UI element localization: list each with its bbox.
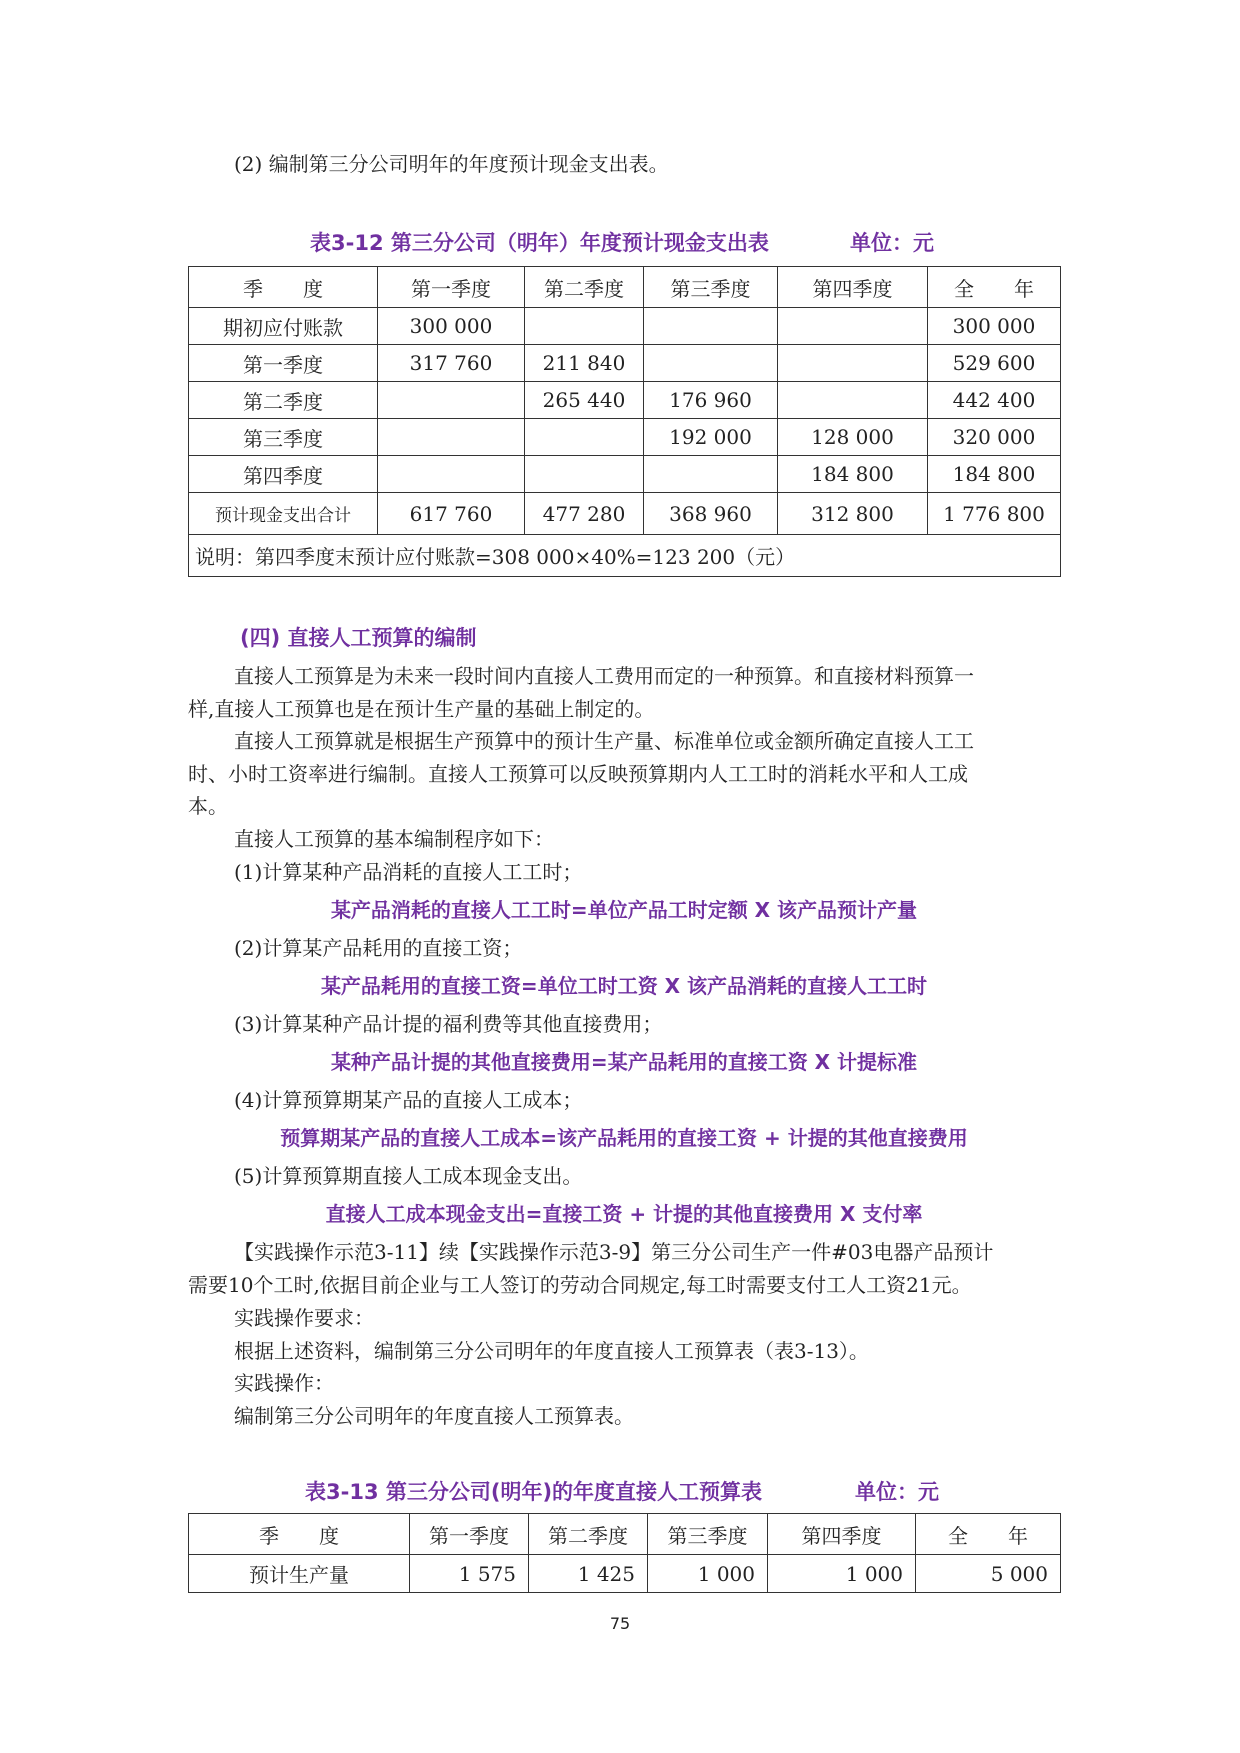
table-row	[189, 345, 1061, 382]
value-cell: 128 000	[778, 419, 928, 456]
value-cell: 300 000	[378, 308, 525, 345]
direct-labor-table	[188, 1513, 1061, 1593]
value-cell: 300 000	[928, 308, 1061, 345]
header-cell: 季 度	[189, 1514, 410, 1555]
value-cell: 265 440	[525, 382, 644, 419]
value-cell	[778, 308, 928, 345]
value-cell	[778, 345, 928, 382]
value-cell: 211 840	[525, 345, 644, 382]
paragraph-line: (1)计算某种产品消耗的直接人工工时；	[234, 860, 583, 884]
paragraph-line: (2)计算某产品耗用的直接工资；	[234, 936, 523, 960]
paragraph-line: 编制第三分公司明年的年度直接人工预算表。	[234, 1404, 634, 1428]
row-label-cell: 第三季度	[189, 419, 378, 456]
value-cell	[525, 308, 644, 345]
row-label-cell: 第一季度	[189, 345, 378, 382]
value-cell	[378, 382, 525, 419]
value-cell: 5 000	[916, 1555, 1061, 1593]
value-cell	[644, 345, 778, 382]
formula-text: 直接人工成本现金支出=直接工资 + 计提的其他直接费用 X 支付率	[325, 1202, 923, 1226]
paragraph-line: (4)计算预算期某产品的直接人工成本；	[234, 1088, 583, 1112]
header-cell: 第四季度	[768, 1514, 916, 1555]
value-cell: 176 960	[644, 382, 778, 419]
cash-expenditure-table	[188, 266, 1061, 577]
value-cell: 477 280	[525, 493, 644, 535]
header-cell: 全 年	[928, 267, 1061, 308]
table1-title: 表3-12 第三分公司（明年）年度预计现金支出表	[310, 231, 769, 255]
value-cell	[378, 419, 525, 456]
row-label-cell: 第四季度	[189, 456, 378, 493]
table2-title: 表3-13 第三分公司(明年)的年度直接人工预算表	[305, 1480, 763, 1504]
paragraph-line: (5)计算预算期直接人工成本现金支出。	[234, 1164, 583, 1188]
paragraph-line: 直接人工预算的基本编制程序如下：	[234, 827, 554, 851]
table-row	[189, 419, 1061, 456]
value-cell: 317 760	[378, 345, 525, 382]
header-cell: 第四季度	[778, 267, 928, 308]
paragraph-line: (3)计算某种产品计提的福利费等其他直接费用；	[234, 1012, 663, 1036]
section-heading: (四) 直接人工预算的编制	[240, 626, 477, 650]
header-cell: 第三季度	[644, 267, 778, 308]
paragraph-line: 【实践操作示范3-11】续【实践操作示范3-9】第三分公司生产一件#03电器产品预计	[234, 1240, 994, 1264]
row-label-cell: 预计生产量	[189, 1555, 410, 1593]
table-row	[189, 493, 1061, 535]
intro-text: (2) 编制第三分公司明年的年度预计现金支出表。	[234, 152, 669, 176]
value-cell	[525, 456, 644, 493]
formula-text: 某产品耗用的直接工资=单位工时工资 X 该产品消耗的直接人工工时	[320, 974, 928, 998]
value-cell	[778, 382, 928, 419]
row-label-cell: 期初应付账款	[189, 308, 378, 345]
table-row	[189, 308, 1061, 345]
value-cell: 1 575	[410, 1555, 529, 1593]
header-cell: 第一季度	[378, 267, 525, 308]
value-cell	[644, 308, 778, 345]
value-cell	[378, 456, 525, 493]
value-cell: 617 760	[378, 493, 525, 535]
formula-text: 预算期某产品的直接人工成本=该产品耗用的直接工资 + 计提的其他直接费用	[280, 1126, 968, 1150]
value-cell: 184 800	[778, 456, 928, 493]
value-cell: 368 960	[644, 493, 778, 535]
value-cell	[644, 456, 778, 493]
table-header-row	[189, 1514, 1061, 1555]
paragraph-line: 样,直接人工预算也是在预计生产量的基础上制定的。	[188, 697, 655, 721]
value-cell: 529 600	[928, 345, 1061, 382]
paragraph-line: 本。	[188, 794, 228, 818]
header-cell: 全 年	[916, 1514, 1061, 1555]
paragraph-line: 直接人工预算是为未来一段时间内直接人工费用而定的一种预算。和直接材料预算一	[234, 664, 974, 688]
value-cell: 312 800	[778, 493, 928, 535]
value-cell: 320 000	[928, 419, 1061, 456]
value-cell: 192 000	[644, 419, 778, 456]
formula-text: 某产品消耗的直接人工工时=单位产品工时定额 X 该产品预计产量	[330, 898, 918, 922]
formula-text: 某种产品计提的其他直接费用=某产品耗用的直接工资 X 计提标准	[330, 1050, 918, 1074]
paragraph-line: 时、小时工资率进行编制。直接人工预算可以反映预算期内人工工时的消耗水平和人工成	[188, 762, 968, 786]
note-row	[189, 535, 1061, 577]
value-cell: 1 776 800	[928, 493, 1061, 535]
value-cell: 184 800	[928, 456, 1061, 493]
header-cell: 第三季度	[648, 1514, 768, 1555]
table-row	[189, 1555, 1061, 1593]
table1-unit: 单位：元	[850, 231, 934, 255]
paragraph-line: 根据上述资料，编制第三分公司明年的年度直接人工预算表（表3-13）。	[234, 1339, 869, 1363]
row-label-cell: 预计现金支出合计	[189, 493, 378, 535]
header-cell: 第二季度	[525, 267, 644, 308]
header-cell: 第一季度	[410, 1514, 529, 1555]
table-header-row	[189, 267, 1061, 308]
paragraph-line: 需要10个工时,依据目前企业与工人签订的劳动合同规定,每工时需要支付工人工资21元。	[188, 1273, 972, 1297]
value-cell	[525, 419, 644, 456]
header-cell: 季 度	[189, 267, 378, 308]
paragraph-line: 实践操作：	[234, 1371, 334, 1395]
value-cell: 1 000	[648, 1555, 768, 1593]
table2-unit: 单位：元	[855, 1480, 939, 1504]
table-row	[189, 382, 1061, 419]
value-cell: 1 000	[768, 1555, 916, 1593]
value-cell: 1 425	[529, 1555, 648, 1593]
page-number: 75	[609, 1614, 631, 1633]
header-cell: 第二季度	[529, 1514, 648, 1555]
note-cell: 说明：第四季度末预计应付账款=308 000×40%=123 200（元）	[189, 535, 1061, 577]
paragraph-line: 实践操作要求：	[234, 1306, 374, 1330]
table-row	[189, 456, 1061, 493]
paragraph-line: 直接人工预算就是根据生产预算中的预计生产量、标准单位或金额所确定直接人工工	[234, 729, 974, 753]
value-cell: 442 400	[928, 382, 1061, 419]
row-label-cell: 第二季度	[189, 382, 378, 419]
